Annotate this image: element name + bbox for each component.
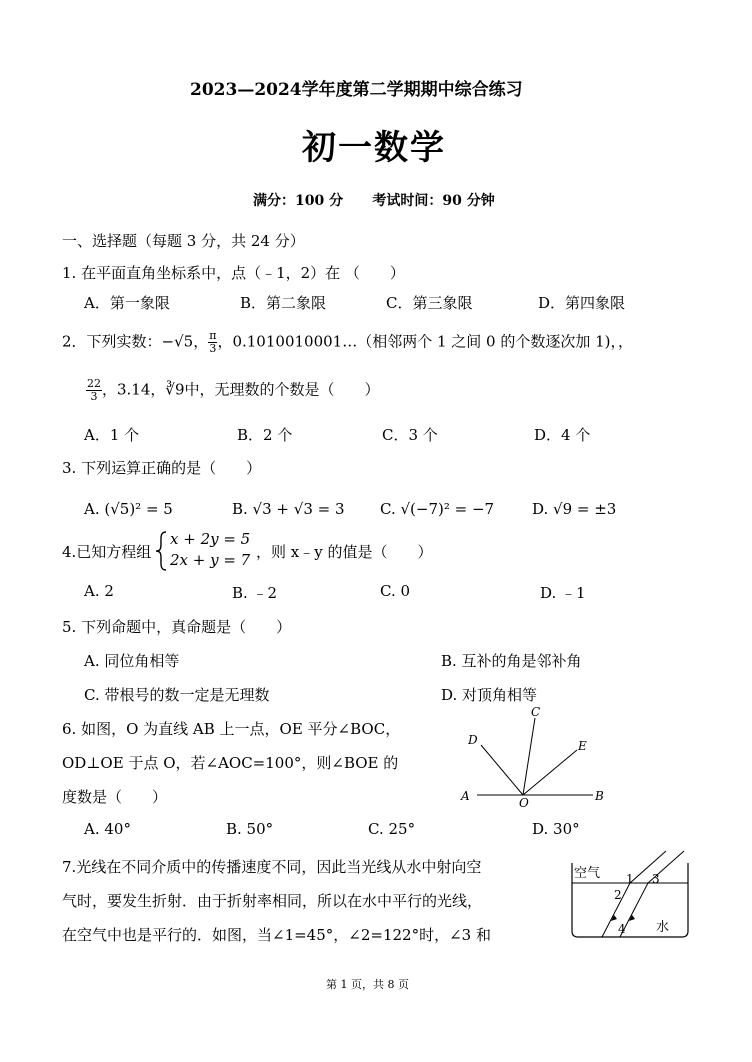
question-6-option-d: D. 30° [532,820,580,838]
question-2-stem [62,330,633,355]
question-6-line-2: OD⊥OE 于点 O，若∠AOC=100°，则∠BOE 的 [62,754,399,772]
question-7-line-3: 在空气中也是平行的．如图，当∠1=45°，∠2=122°时，∠3 和 [62,926,491,944]
question-5-option-d: D. 对顶角相等 [441,686,538,704]
question-1-option-c: C．第三象限 [386,294,473,312]
equation-1: x + 2y = 5 [170,530,251,548]
question-5-option-c: C. 带根号的数一定是无理数 [84,686,270,704]
brace-icon [154,530,168,572]
subject-title: 初一数学 [302,128,446,168]
label-b: B [595,789,604,803]
question-2-stem-a: 2．下列实数： [62,332,162,351]
question-1-stem: 1. 在平面直角坐标系中，点（﹣1，2）在 （ ） [62,264,405,282]
question-5-option-a: A. 同位角相等 [84,652,180,670]
question-3-option-d: D. √9 = ±3 [532,500,617,518]
label-a: A [461,789,470,803]
ray-oe [523,750,577,795]
question-2-stem-line2 [86,378,380,403]
question-2-stem-c: ，0.1010010001…（相邻两个 1 之间 0 的个数逐次加 1)，， [217,332,634,351]
22-over-3-fraction: $\frac{22}{3}$ [87,377,101,403]
question-3-option-b: B. √3 + √3 = 3 [232,500,345,518]
question-6-line-3: 度数是（ ） [62,788,168,806]
light-ray-1-air [630,851,666,883]
question-2-option-c: C．3 个 [382,426,438,444]
ray-oc [523,718,535,795]
question-4-stem-b: ，则 x﹣y 的值是（ ） [256,543,433,561]
question-2-option-b: B．2 个 [237,426,293,444]
question-6-line-1: 6. 如图，O 为直线 AB 上一点，OE 平分∠BOC， [62,720,401,738]
label-angle-4: 4 [618,922,626,936]
question-7-line-2: 气时，要发生折射．由于折射率相同，所以在水中平行的光线， [62,892,483,910]
label-d: D [468,733,478,747]
question-1-option-a: A．第一象限 [84,294,170,312]
exam-info: 满分：100 分 考试时间：90 分钟 [253,193,495,209]
question-4-option-d: D. ﹣1 [540,584,586,602]
question-1-option-d: D．第四象限 [538,294,626,312]
page-footer: 第 1 页，共 8 页 [326,978,409,991]
equation-2: 2x + y = 7 [170,551,251,569]
question-5-stem: 5. 下列命题中，真命题是（ ） [62,618,292,636]
question-3-stem: 3. 下列运算正确的是（ ） [62,459,262,477]
question-4-option-b: B. ﹣2 [232,584,278,602]
question-6-option-b: B. 50° [226,820,274,838]
label-air: 空气 [574,866,601,881]
question-3-option-c: C. √(−7)² = −7 [380,500,495,518]
ray-od [481,745,523,795]
question-4-stem-a: 4.已知方程组 [62,543,152,561]
question-2-stem-b: −√5， [161,332,209,351]
label-angle-3: 3 [652,872,660,886]
question-6-option-a: A. 40° [84,820,131,838]
question-2-stem-d: ，3.14，∛9中，无理数的个数是（ ） [102,380,380,399]
question-5-option-b: B. 互补的角是邻补角 [441,652,582,670]
question-3-option-a: A. (√5)² = 5 [84,500,173,518]
question-6-option-c: C. 25° [368,820,416,838]
label-o: O [519,796,529,810]
question-4-option-a: A. 2 [84,582,114,600]
label-angle-2: 2 [614,888,622,902]
question-7-line-1: 7.光线在不同介质中的传播速度不同，因此当光线从水中射向空 [62,858,482,876]
pi-over-3-fraction: $\frac{\pi}{3}$ [209,329,217,355]
label-angle-1: 1 [626,872,634,886]
question-2-option-d: D．4 个 [534,426,591,444]
label-e: E [578,739,587,753]
question-2-option-a: A．1 个 [84,426,140,444]
question-4-option-c: C. 0 [380,582,411,600]
label-water: 水 [656,920,670,935]
angle-figure [455,700,615,812]
section-heading: 一、选择题（每题 3 分，共 24 分） [62,232,305,250]
exam-title: 2023—2024学年度第二学期期中综合练习 [190,80,523,100]
question-1-option-b: B．第二象限 [240,294,327,312]
refraction-figure [566,845,706,945]
label-c: C [531,705,541,719]
